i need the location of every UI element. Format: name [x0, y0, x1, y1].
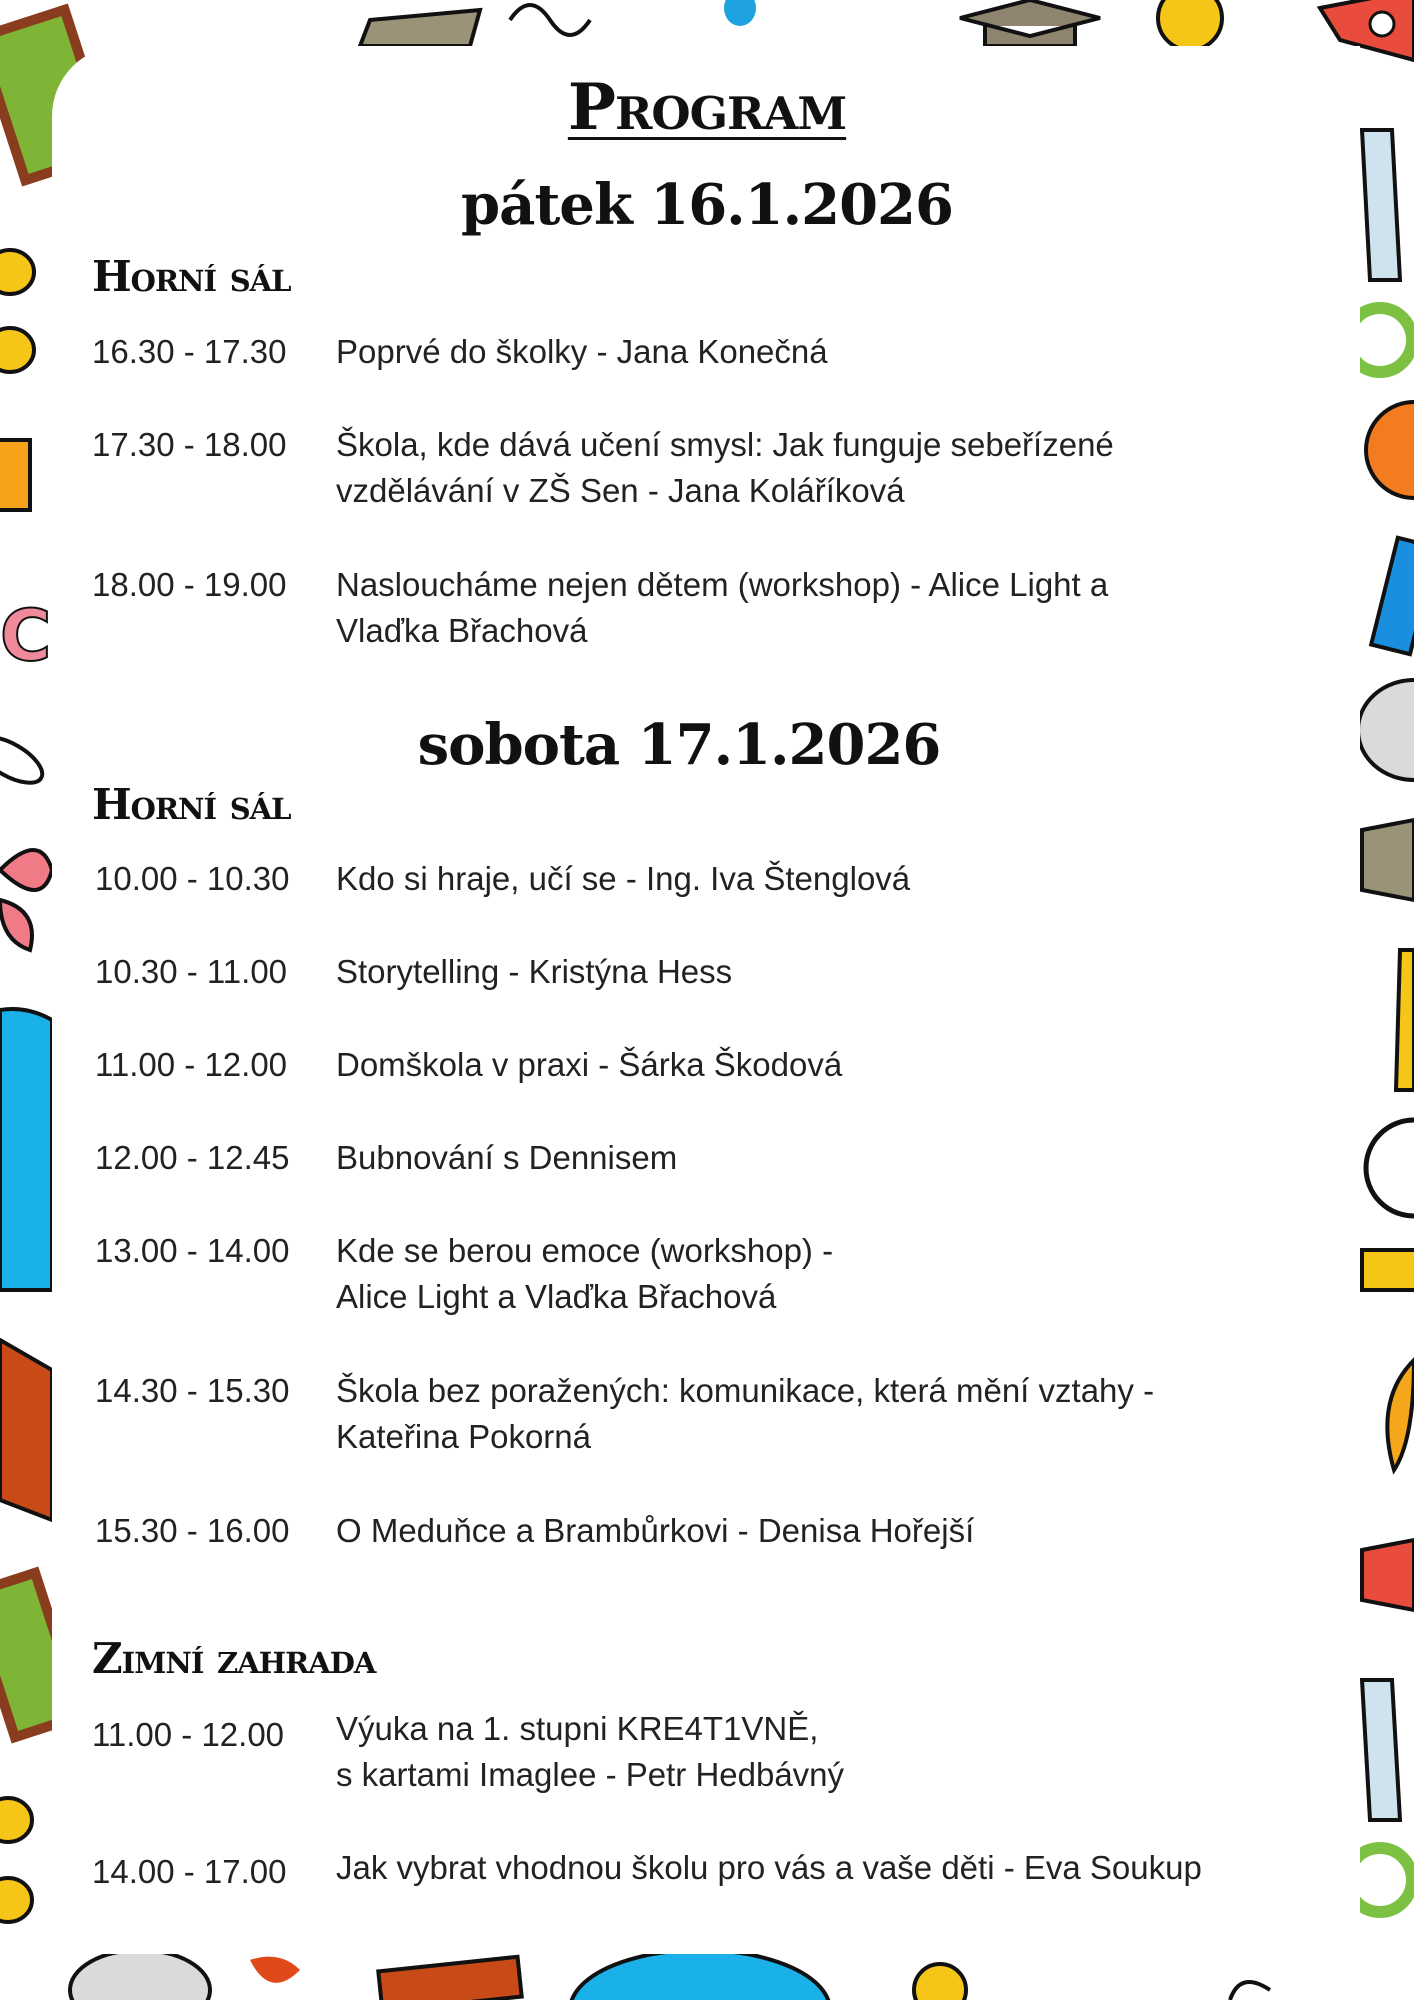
- book-icon: [0, 1340, 52, 1520]
- drop-icon: [724, 0, 756, 26]
- time-slot: 13.00 - 14.00: [95, 1232, 290, 1269]
- letter-c-icon: C: [0, 595, 52, 677]
- session-title: Škola, kde dává učení smysl: Jak funguje sebeřízené vzdělávání v ZŠ Sen - Jana Koláříková: [336, 426, 1114, 509]
- session-title: Jak vybrat vhodnou školu pro vás a vaše děti - Eva Soukup: [336, 1849, 1202, 1886]
- time-slot: 11.00 - 12.00: [95, 1046, 288, 1083]
- session-title: Kde se berou emoce (workshop) - Alice Light a Vlaďka Břachová: [336, 1232, 834, 1315]
- day-heading-friday: pátek 16.1.2026: [461, 172, 953, 238]
- rocket-window-icon: [1370, 12, 1394, 36]
- time-slot: 10.30 - 11.00: [95, 953, 288, 990]
- paper-icon: [360, 10, 480, 46]
- session-title: Škola bez poražených: komunikace, která mění vztahy - Kateřina Pokorná: [336, 1372, 1155, 1455]
- scribble-icon: [1230, 1982, 1270, 2000]
- time-slot: 10.00 - 10.30: [95, 860, 290, 897]
- room-heading-winter-garden: Zimní zahrada: [92, 1634, 376, 1683]
- banana-icon: [0, 1798, 32, 1842]
- session-title: Domškola v praxi - Šárka Škodová: [336, 1046, 843, 1083]
- session-title: Kdo si hraje, učí se - Ing. Iva Štenglová: [336, 860, 911, 897]
- session-title: Bubnování s Dennisem: [336, 1139, 678, 1176]
- session-title: Nasloucháme nejen dětem (workshop) - Alice Light a Vlaďka Břachová: [336, 566, 1109, 649]
- palette-icon: [70, 1950, 210, 2000]
- time-slot: 11.00 - 12.00: [92, 1716, 285, 1753]
- time-slot: 17.30 - 18.00: [92, 426, 287, 463]
- time-slot: 18.00 - 19.00: [92, 566, 287, 603]
- time-slot: 14.00 - 17.00: [92, 1853, 287, 1890]
- day-heading-saturday: sobota 17.1.2026: [417, 712, 941, 778]
- room-heading-upper-hall: Horní sál: [92, 780, 291, 829]
- session-title: Výuka na 1. stupni KRE4T1VNĚ, s kartami Imaglee - Petr Hedbávný: [336, 1710, 845, 1793]
- flower-icon: [0, 850, 52, 950]
- globe-icon: [0, 1009, 52, 1290]
- book-icon: [378, 1957, 521, 2000]
- time-slot: 15.30 - 16.00: [95, 1512, 290, 1549]
- time-slot: 16.30 - 17.30: [92, 333, 287, 370]
- leaf-icon: [250, 1957, 300, 1983]
- session-title: Storytelling - Kristýna Hess: [336, 953, 733, 990]
- globe-icon: [570, 1950, 830, 2000]
- room-heading-upper-hall: Horní sál: [92, 252, 291, 301]
- banana-icon: [0, 1878, 32, 1922]
- banana-icon: [0, 250, 34, 294]
- scribble-icon: [510, 5, 590, 35]
- session-title: Poprvé do školky - Jana Konečná: [336, 333, 828, 370]
- rocket-window-icon: [914, 1964, 966, 2000]
- page-title: Program: [567, 70, 847, 145]
- banana-icon: [0, 328, 34, 372]
- time-slot: 12.00 - 12.45: [95, 1139, 290, 1176]
- session-title: O Meduňce a Brambůrkovi - Denisa Hořejší: [336, 1512, 975, 1549]
- juice-icon: [0, 440, 30, 510]
- time-slot: 14.30 - 15.30: [95, 1372, 290, 1409]
- trophy-icon: [1158, 0, 1222, 50]
- graduation-cap-icon: [960, 0, 1100, 46]
